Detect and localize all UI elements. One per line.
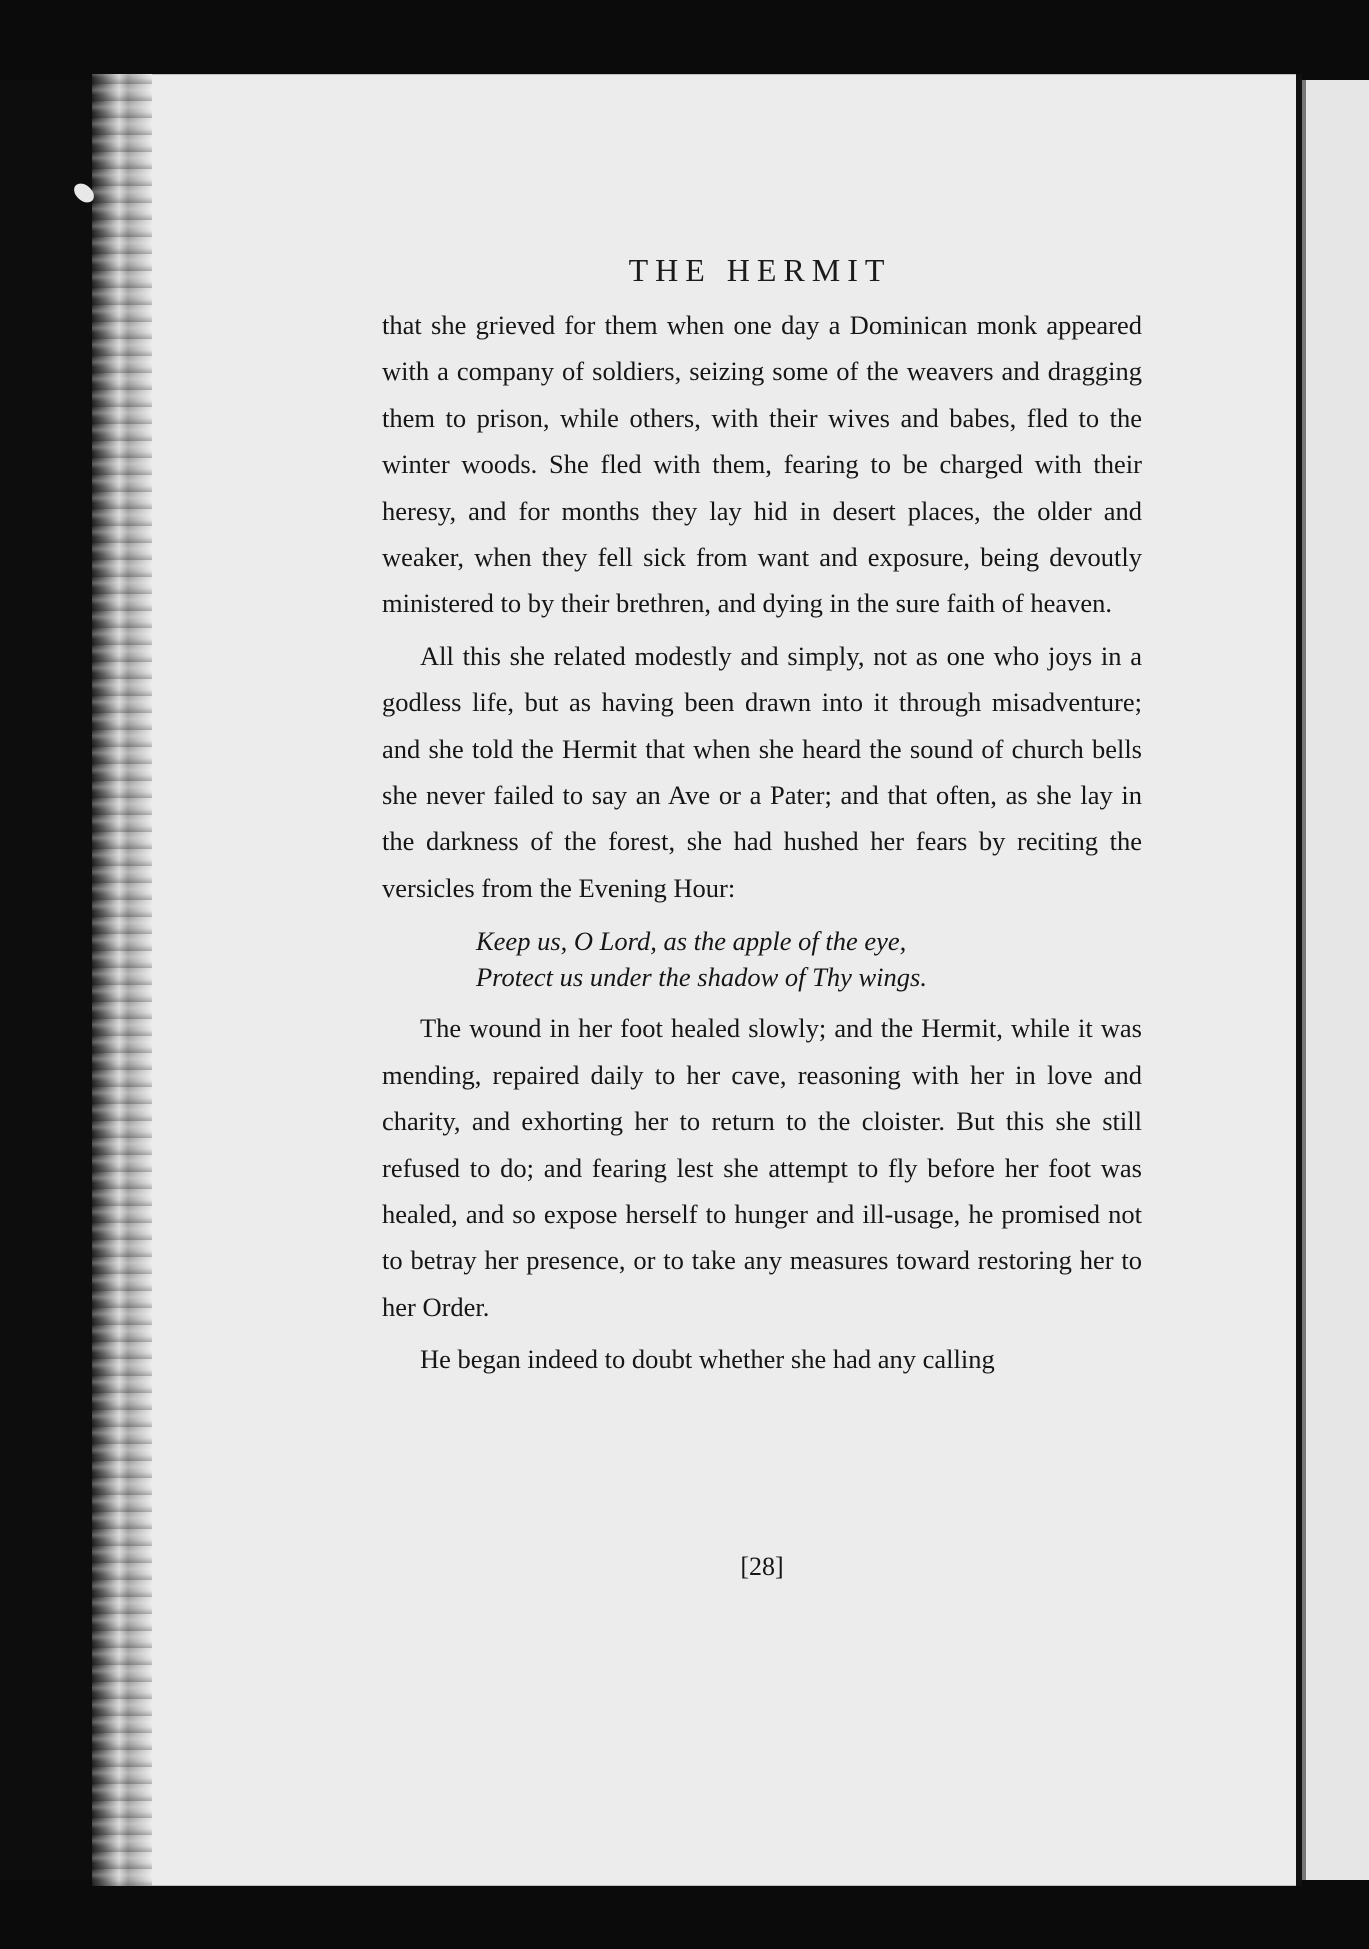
running-head: THE HERMIT [628, 252, 892, 288]
paragraph-final-line: He began indeed to doubt whether she had any calling [420, 1344, 995, 1375]
book-binding-edge [92, 74, 152, 1886]
verse-line: Protect us under the shadow of Thy wings. [476, 962, 927, 993]
page-number: [28] [740, 1552, 784, 1581]
page-body [382, 302, 1142, 1383]
facing-page-shadow [1302, 80, 1306, 1880]
paragraph: The wound in her foot healed slowly; and the Hermit, while it was mending, repaired daily to her cave, reasoning with her in love and charity, and exhorting her to return to the cloister. But this she still refused to do; and fearing lest she attempt to fly before her foot was healed, and so expose herself to hunger and ill-usage, he promised not to betray her presence, or to take any measures toward restoring her to her Order. [382, 1013, 1142, 1322]
scan-border-bottom [0, 1880, 1369, 1949]
paragraph: All this she related modestly and simply, not as one who joys in a godless life, but as having been drawn into it through misadventure; and she told the Hermit that when she heard the sound of church bells she never failed to say an Ave or a Pater; and that often, as she lay in the darkness of the forest, she had hushed her fears by reciting the versicles from the Evening Hour: [382, 640, 1142, 903]
verse-block [476, 923, 1142, 995]
paragraph-continued: that she grieved for them when one day a Dominican monk appeared with a company of soldiers, seizing some of the weavers and dragging them to prison, while others, with their wives and babes, fled to the winter woods. She fled with them, fearing to be charged with their heresy, and for months they lay hid in desert places, the older and weaker, when they fell sick from want and exposure, being devoutly ministered to by their brethren, and dying in the sure faith of heaven. [382, 310, 1142, 619]
verse-line: Keep us, O Lord, as the apple of the eye, [476, 926, 907, 957]
facing-page-sliver [1302, 80, 1369, 1880]
scan-border-top [0, 0, 1369, 80]
